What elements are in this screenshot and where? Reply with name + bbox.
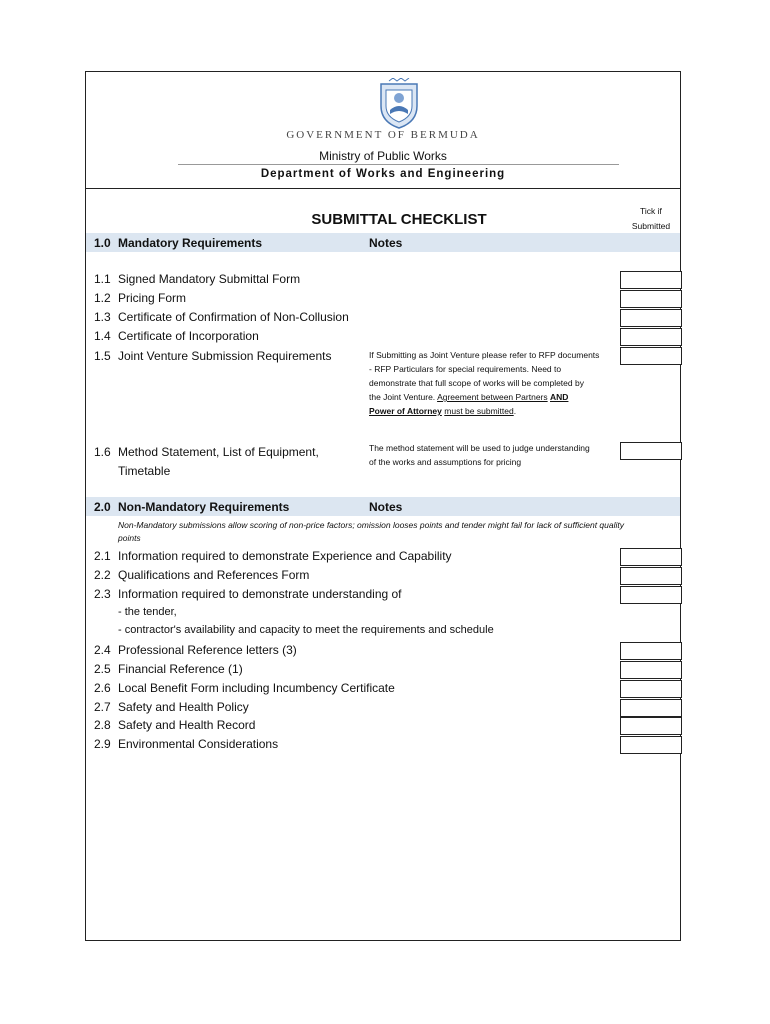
item-text: Method Statement, List of Equipment,: [118, 445, 319, 459]
list-item: [94, 737, 278, 751]
tick-box-2-4[interactable]: [620, 642, 682, 660]
item-number: 2.3: [94, 587, 111, 601]
note-text: .: [513, 406, 517, 416]
item-text: Signed Mandatory Submittal Form: [118, 272, 301, 286]
section-2-notes-label: Notes: [369, 500, 403, 514]
item-text-continued: Timetable: [118, 464, 171, 478]
disclaimer-line: Non-Mandatory submissions allow scoring of non-price factors; omission looses points and tender might fail for lack of sufficient quality: [118, 520, 624, 530]
note-underlined-text: Agreement between Partners: [437, 392, 548, 402]
note-underlined-text: must be submitted: [444, 406, 514, 416]
note-bold-text: AND: [550, 392, 569, 402]
header-divider: [178, 164, 619, 165]
section-1-label: Mandatory Requirements: [118, 236, 263, 250]
document-header: [86, 72, 680, 189]
tick-box-2-2[interactable]: [620, 567, 682, 585]
tick-box-1-4[interactable]: [620, 328, 682, 346]
item-number: 1.5: [94, 349, 111, 363]
bermuda-crest-logo: [377, 78, 421, 130]
list-item: [94, 718, 255, 732]
item-text: Certificate of Confirmation of Non-Collusion: [118, 310, 349, 324]
note-line: demonstrate that full scope of works will be completed by: [369, 378, 584, 388]
tick-box-1-2[interactable]: [620, 290, 682, 308]
method-statement-note: [369, 441, 619, 469]
tick-box-2-7[interactable]: [620, 699, 682, 717]
item-number: 2.6: [94, 681, 111, 695]
list-item: [94, 349, 331, 363]
list-item: [94, 272, 300, 286]
tick-header-line2: Submitted: [631, 221, 671, 231]
section-2-header: [86, 497, 680, 516]
government-logo-text: GOVERNMENT OF BERMUDA: [286, 129, 480, 141]
item-text: Environmental Considerations: [118, 737, 279, 751]
item-text: Safety and Health Record: [118, 718, 256, 732]
note-line: [369, 390, 619, 404]
note-line: The method statement will be used to judge understanding: [369, 443, 590, 453]
department-name: Department of Works and Engineering: [260, 168, 506, 180]
item-text: Joint Venture Submission Requirements: [118, 349, 332, 363]
tick-box-2-1[interactable]: [620, 548, 682, 566]
section-2-label: Non-Mandatory Requirements: [118, 500, 290, 514]
item-number: 2.7: [94, 700, 111, 714]
item-number: 2.2: [94, 568, 111, 582]
item-number: 1.2: [94, 291, 111, 305]
tick-box-2-6[interactable]: [620, 680, 682, 698]
item-text: Financial Reference (1): [118, 662, 243, 676]
note-line: of the works and assumptions for pricing: [369, 457, 522, 467]
joint-venture-note: [369, 348, 619, 418]
item-text: Certificate of Incorporation: [118, 329, 259, 343]
item-number: 2.8: [94, 718, 111, 732]
sub-item: - contractor's availability and capacity to meet the requirements and schedule: [118, 624, 494, 636]
tick-box-2-3[interactable]: [620, 586, 682, 604]
section-1-header: [86, 233, 680, 252]
note-line: - RFP Particulars for special requirements. Need to: [369, 364, 562, 374]
note-text: the Joint Venture.: [369, 392, 436, 402]
tick-box-2-5[interactable]: [620, 661, 682, 679]
non-mandatory-disclaimer: [118, 519, 673, 545]
list-item: [94, 310, 349, 324]
tick-column-header: [616, 204, 686, 234]
item-number: 1.4: [94, 329, 111, 343]
item-text: Pricing Form: [118, 291, 187, 305]
item-number: 2.9: [94, 737, 111, 751]
tick-header-line1: Tick if: [640, 206, 662, 216]
item-number: 2.1: [94, 549, 111, 563]
tick-box-2-8[interactable]: [620, 717, 682, 735]
item-text: Local Benefit Form including Incumbency Certificate: [118, 681, 395, 695]
tick-box-1-1[interactable]: [620, 271, 682, 289]
list-item: [94, 549, 452, 563]
tick-box-1-6[interactable]: [620, 442, 682, 460]
tick-box-1-3[interactable]: [620, 309, 682, 327]
section-1-notes-label: Notes: [369, 236, 403, 250]
tick-box-1-5[interactable]: [620, 347, 682, 365]
item-number: 2.5: [94, 662, 111, 676]
item-text: Information required to demonstrate understanding of: [118, 587, 402, 601]
disclaimer-line: points: [118, 533, 141, 543]
list-item: [94, 291, 186, 305]
item-text: Safety and Health Policy: [118, 700, 249, 714]
note-line: [369, 404, 619, 418]
list-item: [94, 643, 297, 657]
section-1-number: 1.0: [94, 236, 111, 250]
page-title: SUBMITTAL CHECKLIST: [311, 211, 487, 228]
ministry-name: Ministry of Public Works: [319, 149, 447, 163]
list-item: [94, 587, 402, 601]
item-number: 1.6: [94, 445, 111, 459]
list-item: [94, 662, 243, 676]
note-line: If Submitting as Joint Venture please refer to RFP documents: [369, 350, 600, 360]
item-text: Qualifications and References Form: [118, 568, 310, 582]
list-item: [94, 443, 319, 481]
list-item: [94, 329, 259, 343]
list-item: [94, 568, 309, 582]
tick-box-2-9[interactable]: [620, 736, 682, 754]
section-2-number: 2.0: [94, 500, 111, 514]
list-item: [94, 681, 395, 695]
item-number: 1.3: [94, 310, 111, 324]
item-text: Information required to demonstrate Experience and Capability: [118, 549, 452, 563]
item-text: Professional Reference letters (3): [118, 643, 297, 657]
item-number: 1.1: [94, 272, 111, 286]
list-item: [94, 700, 249, 714]
sub-item: - the tender,: [118, 606, 177, 618]
item-number: 2.4: [94, 643, 111, 657]
note-bold-text: Power of Attorney: [369, 406, 442, 416]
checklist-frame: [85, 71, 681, 941]
